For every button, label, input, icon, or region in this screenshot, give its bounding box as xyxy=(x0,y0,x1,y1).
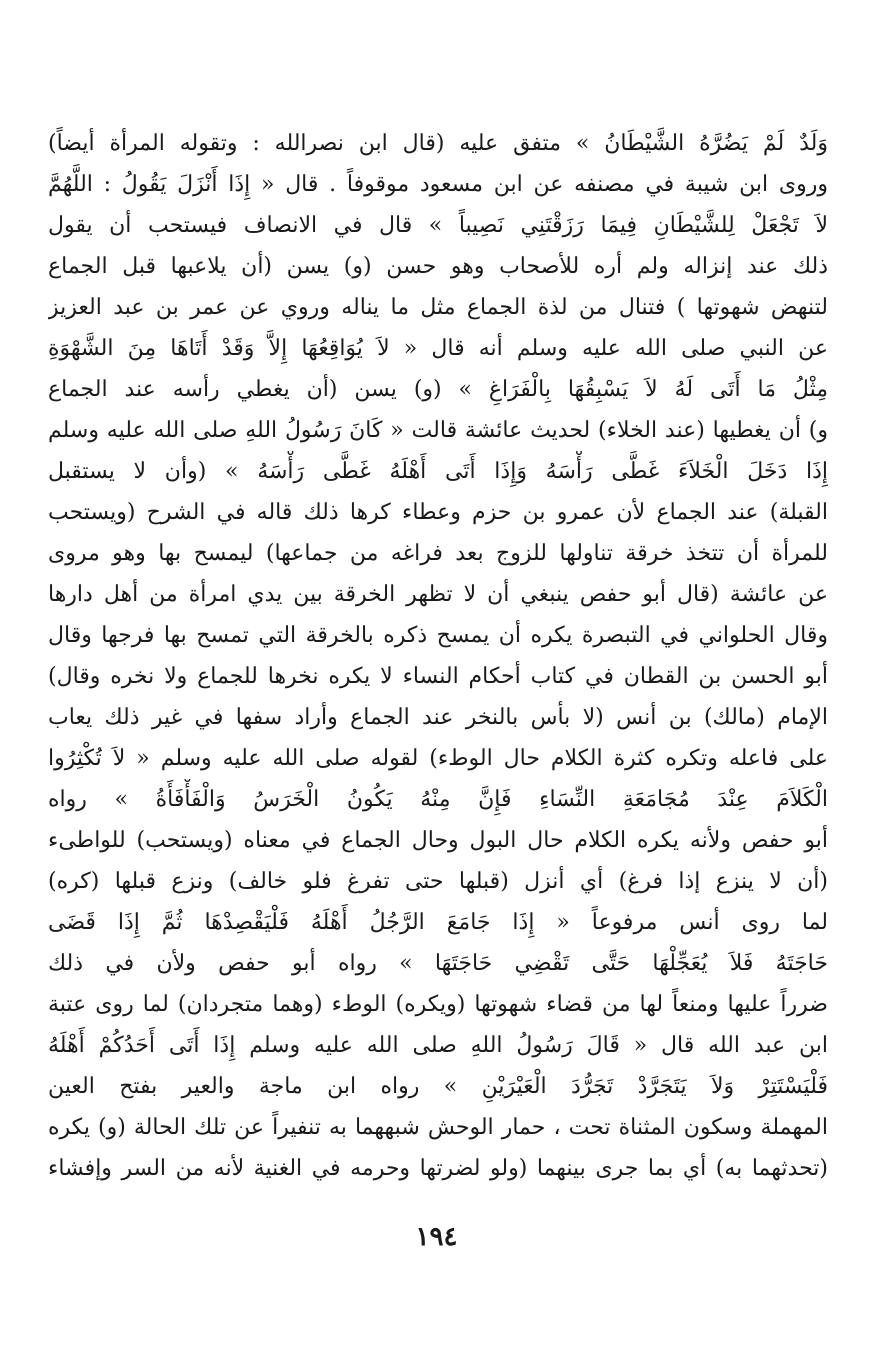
text-line: (أن لا ينزع إذا فرغ) أي أنزل (قبلها حتى تفرغ فلو خالف) ونزع قبلها (كره) xyxy=(48,869,828,894)
text-line: الإمام (مالك) بن أنس (لا بأس بالنخر عند الجماع وأراد سفها في غير ذلك يعاب xyxy=(48,705,828,730)
text-line: المهملة وسكون المثناة تحت ، حمار الوحش شبههما به تنفيراً عن تلك الحالة (و) يكره xyxy=(48,1115,828,1140)
text-line: لتنهض شهوتها ) فتنال من لذة الجماع مثل ما يناله وروي عن عمر بن عبد العزيز xyxy=(48,295,828,320)
text-line: إِذَا دَخَلَ الْخَلاَءَ غَطَّى رَأْسَهُ وَإِذَا أَتَى أَهْلَهُ غَطَّى رَأْسَهُ » (وأن لا يستقبل xyxy=(48,459,828,484)
text-line: القبلة) عند الجماع لأن عمرو بن حزم وعطاء كرها ذلك قاله في الشرح (ويستحب xyxy=(48,500,828,525)
text-line: وقال الحلواني في التبصرة يكره أن يمسح ذكره بالخرقة التي تمسح بها فرجها وقال xyxy=(48,623,828,648)
text-line: ذلك عند إنزاله ولم أره للأصحاب وهو حسن (و) يسن (أن يلاعبها قبل الجماع xyxy=(48,254,828,279)
text-line: عن النبي صلى الله عليه وسلم أنه قال « لاَ يُوَاقِعُهَا إِلاَّ وَقَدْ أَتَاهَا مِنَ الشَّهْوَةِ xyxy=(48,336,828,361)
text-line: على فاعله وتكره كثرة الكلام حال الوطء) لقوله صلى الله عليه وسلم « لاَ تُكْثِرُوا xyxy=(48,746,828,771)
text-line: و) أن يغطيها (عند الخلاء) لحديث عائشة قالت « كَانَ رَسُولُ اللهِ صلى الله عليه وسلم xyxy=(48,418,828,443)
text-line: وروى ابن شيبة في مصنفه عن ابن مسعود موقوفاً . قال « إِذَا أَنْزَلَ يَقُولُ : اللَّهُمَّ xyxy=(48,172,828,197)
page-number: ١٩٤ xyxy=(415,1222,458,1252)
text-line: ضرراً عليها ومنعاً لها من قضاء شهوتها (ويكره) الوطء (وهما متجردان) لما روى عتبة xyxy=(48,992,828,1017)
text-line: أبو الحسن بن القطان في كتاب أحكام النساء لا يكره نخرها للجماع ولا نخره وقال) xyxy=(48,664,828,689)
text-line: لاَ تَجْعَلْ لِلشَّيْطَانِ فِيمَا رَزَقْتَنِي نَصِيباً » قال في الانصاف فيستحب أن يقول xyxy=(48,213,828,238)
text-line: أبو حفص ولأنه يكره الكلام حال البول وحال الجماع في معناه (ويستحب) للواطىء xyxy=(48,828,828,853)
text-line: مِثْلُ مَا أَتَى لَهُ لاَ يَسْبِقُهَا بِالْفَرَاغِ » (و) يسن (أن يغطي رأسه عند الجماع xyxy=(48,377,828,402)
body-text xyxy=(48,123,828,1189)
text-line: عن عائشة (قال أبو حفص ينبغي أن لا تظهر الخرقة بين يدي امرأة من أهل دارها xyxy=(48,582,828,607)
text-line: للمرأة أن تتخذ خرقة تناولها للزوج بعد فراغه من جماعها) ليمسح بها وهو مروى xyxy=(48,541,828,566)
text-line: فَلْيَسْتَتِرْ وَلاَ يَتَجَرَّدْ تَجَرُّدَ الْعَيْرَيْنِ » رواه ابن ماجة والعير بفتح العين xyxy=(48,1074,828,1099)
text-line: ابن عبد الله قال « قَالَ رَسُولُ اللهِ صلى الله عليه وسلم إِذَا أَتَى أَحَدُكُمْ أَهْلَهُ xyxy=(48,1033,828,1058)
text-line: (تحدثهما به) أي بما جرى بينهما (ولو لضرتها وحرمه في الغنية لأنه من السر وإفشاء xyxy=(48,1156,828,1181)
text-line: الْكَلاَمَ عِنْدَ مُجَامَعَةِ النِّسَاءِ فَإِنَّ مِنْهُ يَكُونُ الْخَرَسُ وَالْفَأْفَأَةُ » رواه xyxy=(48,787,828,812)
text-line: وَلَدٌ لَمْ يَضُرَّهُ الشَّيْطَانُ » متفق عليه (قال ابن نصرالله : وتقوله المرأة أيضاً) xyxy=(48,131,828,156)
text-line: لما روى أنس مرفوعاً « إِذَا جَامَعَ الرَّجُلُ أَهْلَهُ فَلْيَقْصِدْهَا ثُمَّ إِذَا قَضَى xyxy=(48,910,828,935)
text-line: حَاجَتَهُ فَلاَ يُعَجِّلْهَا حَتَّى تَقْضِي حَاجَتَهَا » رواه أبو حفص ولأن في ذلك xyxy=(48,951,828,976)
